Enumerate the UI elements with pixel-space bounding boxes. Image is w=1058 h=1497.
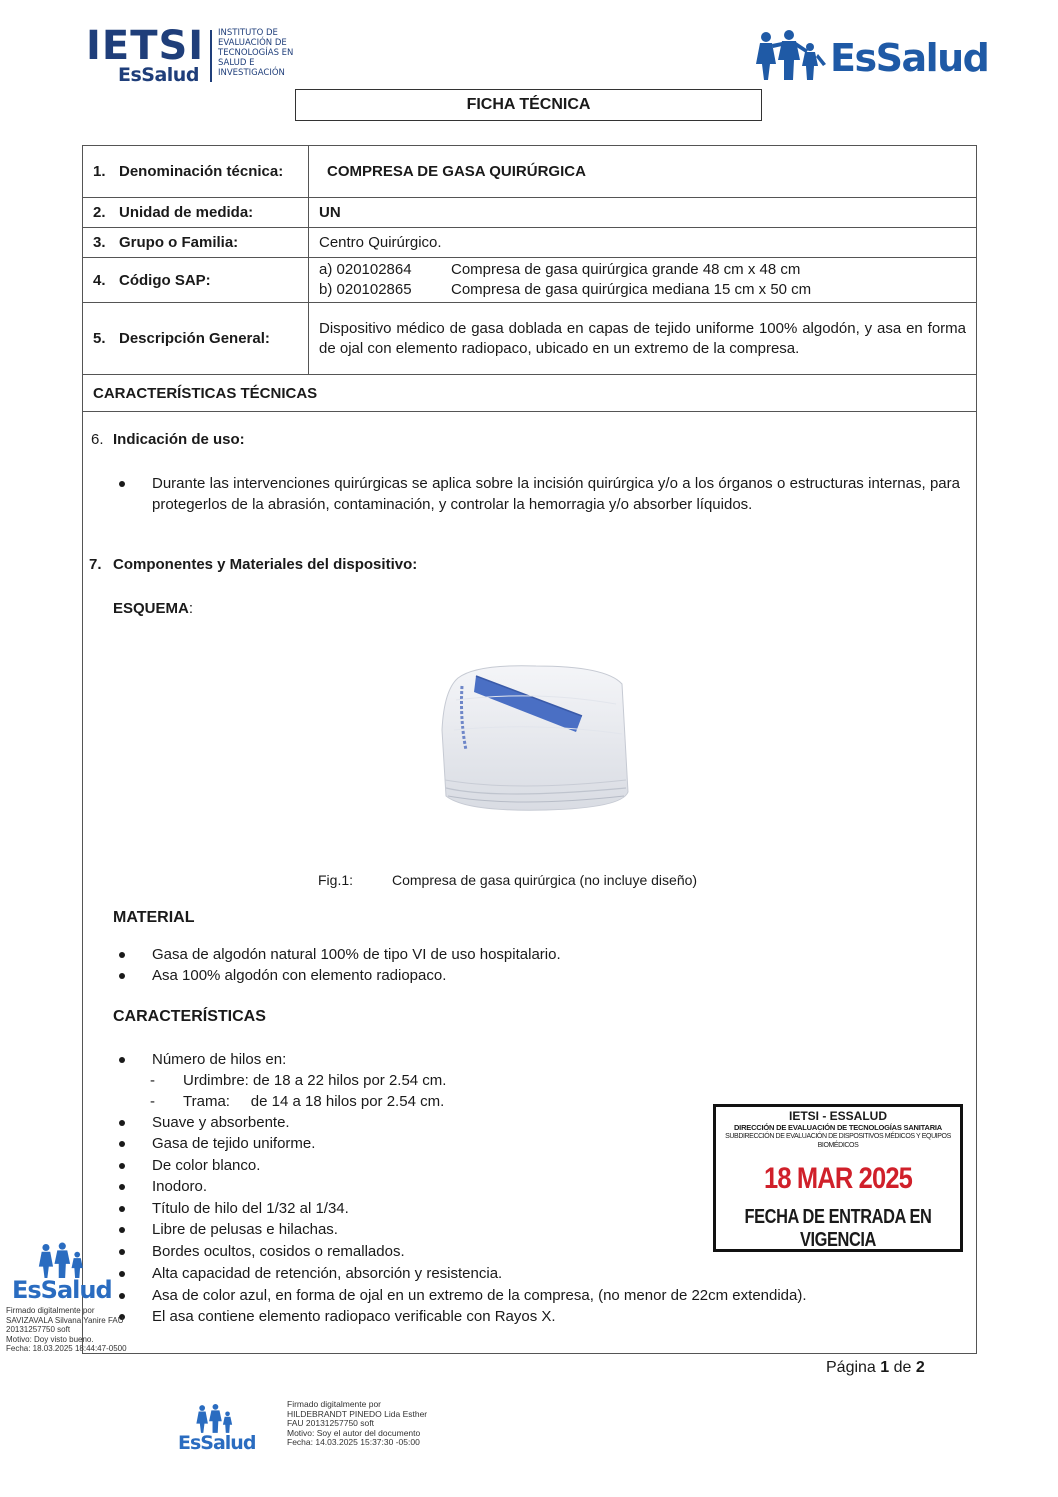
characteristic-item: Título de hilo del 1/32 al 1/34. (152, 1200, 349, 1217)
characteristic-intro: Número de hilos en: (152, 1051, 287, 1068)
section-7-title: 7. Componentes y Materiales del dispositivo: (89, 556, 418, 573)
sub-dash: - (150, 1093, 155, 1110)
ietsi-logo (86, 23, 316, 86)
family-icon (752, 30, 828, 82)
ietsi-institute-text: INSTITUTO DE EVALUACIÓN DE TECNOLOGÍAS EN SALUD E INVESTIGACIÓN (218, 28, 294, 78)
row-value: Centro Quirúrgico. (309, 228, 977, 258)
spec-table (82, 145, 977, 412)
sap-codes (309, 258, 977, 303)
page-number: Página 1 de 2 (826, 1359, 925, 1376)
ietsi-logo-sub: EsSalud (118, 64, 199, 86)
essalud-logo-text: EsSalud (830, 36, 989, 80)
row-value: UN (309, 198, 977, 228)
characteristics-header: CARACTERÍSTICAS TÉCNICAS (83, 375, 977, 412)
family-icon (194, 1404, 238, 1434)
table-row (83, 375, 977, 412)
row-label: Unidad de medida: (119, 204, 254, 221)
signature-left (6, 1240, 146, 1354)
bullet-icon (119, 1163, 125, 1169)
figure-caption: Fig.1: Compresa de gasa quirúrgica (no incluye diseño) (318, 872, 698, 888)
row-label: Código SAP: (119, 271, 211, 289)
table-row: 5. Descripción General: Dispositivo médico de gasa doblada en capas de tejido uniforme 100% algodón, y asa en forma de ojal con elemento radiopaco, ubicado en un extremo de la compresa. (83, 303, 977, 375)
material-title: MATERIAL (113, 909, 195, 926)
signature-text: Firmado digitalmente por SAVIZAVALA Silvana Yanire FAU 20131257750 soft Motivo: Doy visto bueno. Fecha: 18.03.2025 18:44:47-0500 (6, 1306, 127, 1353)
characteristic-sub: Urdimbre: de 18 a 22 hilos por 2.54 cm. (183, 1072, 447, 1089)
bullet-icon (119, 1184, 125, 1190)
indication-text: Durante las intervenciones quirúrgicas se aplica sobre la incisión quirúrgica y/o a los órganos o estructuras internas, para protegerlos de la abrasión, contaminación, y controlar la hemorragia y/o absorber líquidos. (152, 475, 960, 513)
ietsi-logo-divider (210, 30, 212, 82)
table-row: 1. Denominación técnica: COMPRESA DE GASA QUIRÚRGICA (83, 146, 977, 198)
sub-dash: - (150, 1072, 155, 1089)
characteristic-item: Gasa de tejido uniforme. (152, 1135, 316, 1152)
characteristic-item: Alta capacidad de retención, absorción y resistencia. (152, 1265, 503, 1282)
row-label: Descripción General: (119, 330, 270, 347)
sap-line: a) 020102864 Compresa de gasa quirúrgica grande 48 cm x 48 cm (319, 261, 801, 278)
characteristic-item: El asa contiene elemento radiopaco verificable con Rayos X. (152, 1308, 556, 1325)
material-item: Asa 100% algodón con elemento radiopaco. (152, 967, 447, 984)
sap-line: b) 020102865 Compresa de gasa quirúrgica mediana 15 cm x 50 cm (319, 281, 812, 298)
row-value: Dispositivo médico de gasa doblada en capas de tejido uniforme 100% algodón, y asa en forma de ojal con elemento radiopaco, ubicado en un extremo de la compresa. (309, 303, 977, 375)
document-title: FICHA TÉCNICA (295, 89, 762, 121)
validity-stamp: IETSI - ESSALUD DIRECCIÓN DE EVALUACIÓN DE TECNOLOGÍAS SANITARIA SUBDIRECCIÓN DE EVALUACIÓN DE DISPOSITIVOS MÉDICOS Y EQUIPOS BIOMÉDICOS 18 MAR 2025 FECHA DE ENTRADA EN VIGENCIA (713, 1104, 963, 1252)
characteristic-item: Libre de pelusas e hilachas. (152, 1221, 338, 1238)
signature-text: Firmado digitalmente por HILDEBRANDT PINEDO Lida Esther FAU 20131257750 soft Motivo: Soy el autor del documento Fecha: 14.03.2025 15:37:30 -05:00 (287, 1399, 428, 1447)
characteristic-item: Suave y absorbente. (152, 1114, 290, 1131)
bullet-icon (119, 952, 125, 958)
bullet-icon (119, 1206, 125, 1212)
row-value: COMPRESA DE GASA QUIRÚRGICA (309, 146, 977, 198)
bullet-icon (119, 481, 125, 487)
essalud-logo: EsSalud (6, 1240, 116, 1306)
bullet-icon (119, 973, 125, 979)
gauze-compress-image (436, 660, 632, 820)
essalud-logo: EsSalud (178, 1404, 258, 1456)
table-row: 3. Grupo o Familia: Centro Quirúrgico. (83, 228, 977, 258)
bullet-icon (119, 1057, 125, 1063)
bullet-icon (119, 1141, 125, 1147)
family-icon (36, 1242, 90, 1280)
characteristic-sub: Trama: de 14 a 18 hilos por 2.54 cm. (183, 1093, 445, 1110)
bullet-icon (119, 1227, 125, 1233)
stamp-date: 18 MAR 2025 (763, 1162, 912, 1195)
table-row: 4. Código SAP: a) 020102864 Compresa de gasa quirúrgica grande 48 cm x 48 cm b) 020102865 Compresa de gasa quirúrgica mediana 15 cm x 50 cm (83, 258, 977, 303)
row-label: Denominación técnica: (119, 163, 284, 180)
essalud-logo (752, 30, 989, 86)
ietsi-logo-main: IETSI (86, 23, 205, 69)
bullet-icon (119, 1120, 125, 1126)
section-6-title: 6. Indicación de uso: (91, 431, 245, 448)
characteristic-item: Asa de color azul, en forma de ojal en un extremo de la compresa, (no menor de 22cm extendida). (152, 1287, 807, 1304)
characteristics-title: CARACTERÍSTICAS (113, 1008, 266, 1025)
table-row: 2. Unidad de medida: UN (83, 198, 977, 228)
material-item: Gasa de algodón natural 100% de tipo VI de uso hospitalario. (152, 946, 561, 963)
row-label: Grupo o Familia: (119, 234, 239, 251)
characteristic-item: De color blanco. (152, 1157, 261, 1174)
characteristic-item: Bordes ocultos, cosidos o remallados. (152, 1243, 405, 1260)
scheme-label: ESQUEMA: (113, 600, 194, 617)
characteristic-item: Inodoro. (152, 1178, 208, 1195)
